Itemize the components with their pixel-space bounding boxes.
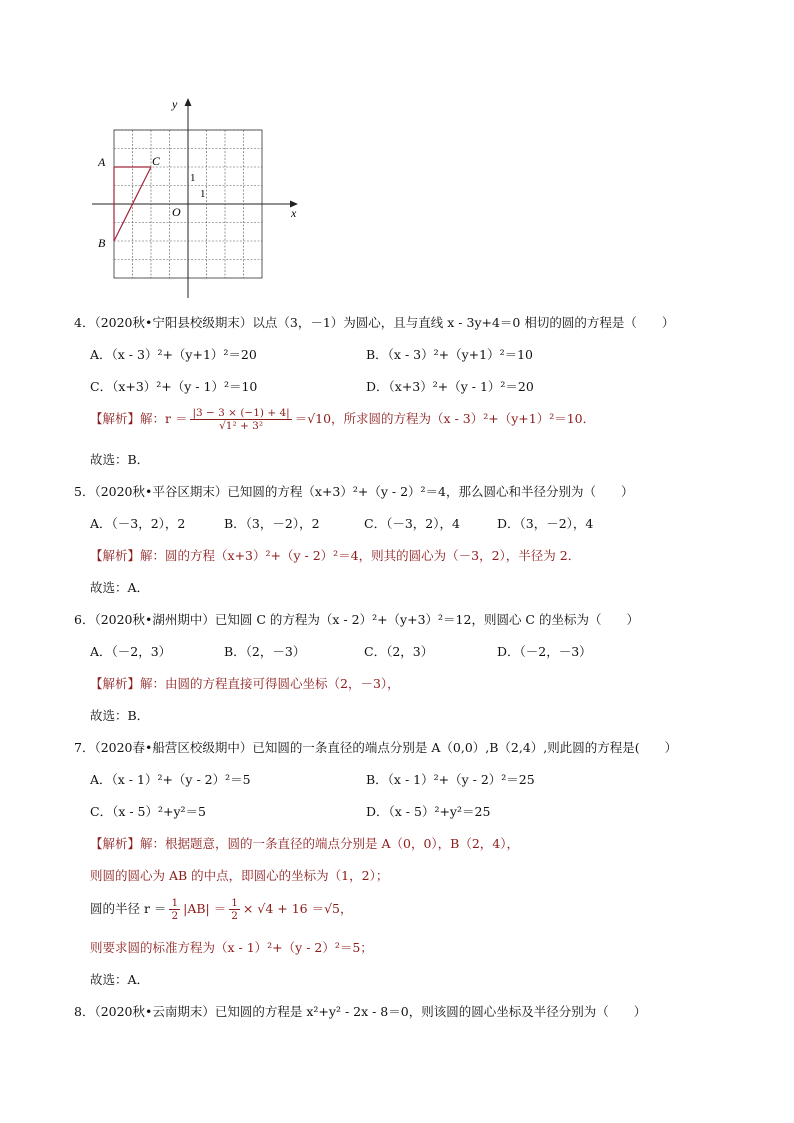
q7-answer: 故选：A．: [90, 972, 150, 987]
q7-half-fraction: $\frac{1}{2}$: [171, 897, 179, 922]
q4-stem: 4．（2020秋•宁阳县校级期末）以点（3，－1）为圆心，且与直线 x - 3y+4＝0 相切的圆的方程是（ ）: [74, 315, 675, 330]
q7-option-a: A．（x - 1）²+（y - 2）²＝5: [90, 772, 251, 787]
q7-option-b: B．（x - 1）²+（y - 2）²＝25: [366, 772, 535, 787]
q4-fraction: $\frac{|3 - 3 \times (-1) + 4|}{\text{√1² + 3²}}$: [192, 407, 290, 432]
unit-y-label: 1: [190, 172, 196, 184]
coordinate-figure: [86, 94, 306, 300]
solution-tag: 【解析】: [90, 411, 141, 426]
q6-solution: 【解析】解：由圆的方程直接可得圆心坐标（2，－3），: [90, 676, 400, 691]
origin-label: O: [172, 205, 181, 219]
q6-stem: 6．（2020秋•湖州期中）已知圆 C 的方程为（x - 2）²+（y+3）²＝12，则圆心 C 的坐标为（ ）: [74, 612, 639, 627]
point-b-label: B: [98, 236, 106, 250]
q7-stem: 7．（2020春•船营区校级期中）已知圆的一条直径的端点分别是 A（0,0）,B（2,4）,则此圆的方程是( ）: [74, 740, 678, 755]
q5-option-c: C．（－3，2），4: [364, 516, 460, 531]
q6-option-a: A．（－2，3）: [90, 644, 172, 659]
q5-option-d: D．（3，－2），4: [497, 516, 594, 531]
q4-answer: 故选：B．: [90, 452, 150, 467]
q5-stem: 5．（2020秋•平谷区期末）已知圆的方程（x+3）²+（y - 2）²＝4，那么圆心和半径分别为（ ）: [74, 484, 634, 499]
q4-option-d: D．（x+3）²+（y - 1）²＝20: [366, 379, 534, 394]
q5-solution: 【解析】解：圆的方程（x+3）²+（y - 2）²＝4，则其的圆心为（－3，2），半径为 2．: [90, 548, 581, 563]
point-a-label: A: [98, 155, 106, 169]
q7-option-d: D．（x - 5）²+y²＝25: [366, 804, 491, 819]
point-c-label: C: [152, 154, 161, 168]
q5-option-b: B．（3，－2），2: [224, 516, 320, 531]
axis-y-label: y: [172, 97, 178, 111]
q7-solution-line1: 【解析】解：根据题意，圆的一条直径的端点分别是 A（0，0），B（2，4），: [90, 836, 520, 851]
q7-half-fraction-2: $\frac{1}{2}$: [231, 897, 238, 922]
q6-option-b: B．（2，－3）: [224, 644, 306, 659]
axis-x-label: x: [291, 206, 297, 220]
y-axis-arrow: [185, 98, 192, 106]
q4-option-c: C．（x+3）²+（y - 1）²＝10: [90, 379, 258, 394]
q5-answer: 故选：A．: [90, 580, 150, 595]
q4-solution: 【解析】解：r ＝ $\frac{|3 - 3 \times (-1) + 4|}{\text{√1² + 3²}}$ ＝√10，所求圆的方程为（x - 3）²+（y+1）²＝10．: [90, 407, 596, 432]
unit-x-label: 1: [200, 188, 206, 200]
q7-option-c: C．（x - 5）²+y²＝5: [90, 804, 206, 819]
q6-answer: 故选：B．: [90, 708, 150, 723]
q7-solution-line3: 圆的半径 r ＝ $\frac{1}{2}$ |AB| ＝ $\frac{1}{2}$ × √4 + 16 ＝√5，: [90, 897, 353, 922]
q4-option-a: A．（x - 3）²+（y+1）²＝20: [90, 347, 257, 362]
q6-option-c: C．（2，3）: [364, 644, 434, 659]
q5-option-a: A．（－3，2），2: [90, 516, 186, 531]
q7-solution-line2: 则圆的圆心为 AB 的中点，即圆心的坐标为（1，2）；: [90, 868, 389, 883]
q7-solution-line4: 则要求圆的标准方程为（x - 1）²+（y - 2）²＝5；: [90, 940, 373, 955]
q8-stem: 8．（2020秋•云南期末）已知圆的方程是 x²+y² - 2x - 8＝0，则该圆的圆心坐标及半径分别为（ ）: [74, 1004, 647, 1019]
q6-option-d: D．（－2，－3）: [497, 644, 592, 659]
q4-option-b: B．（x - 3）²+（y+1）²＝10: [366, 347, 533, 362]
